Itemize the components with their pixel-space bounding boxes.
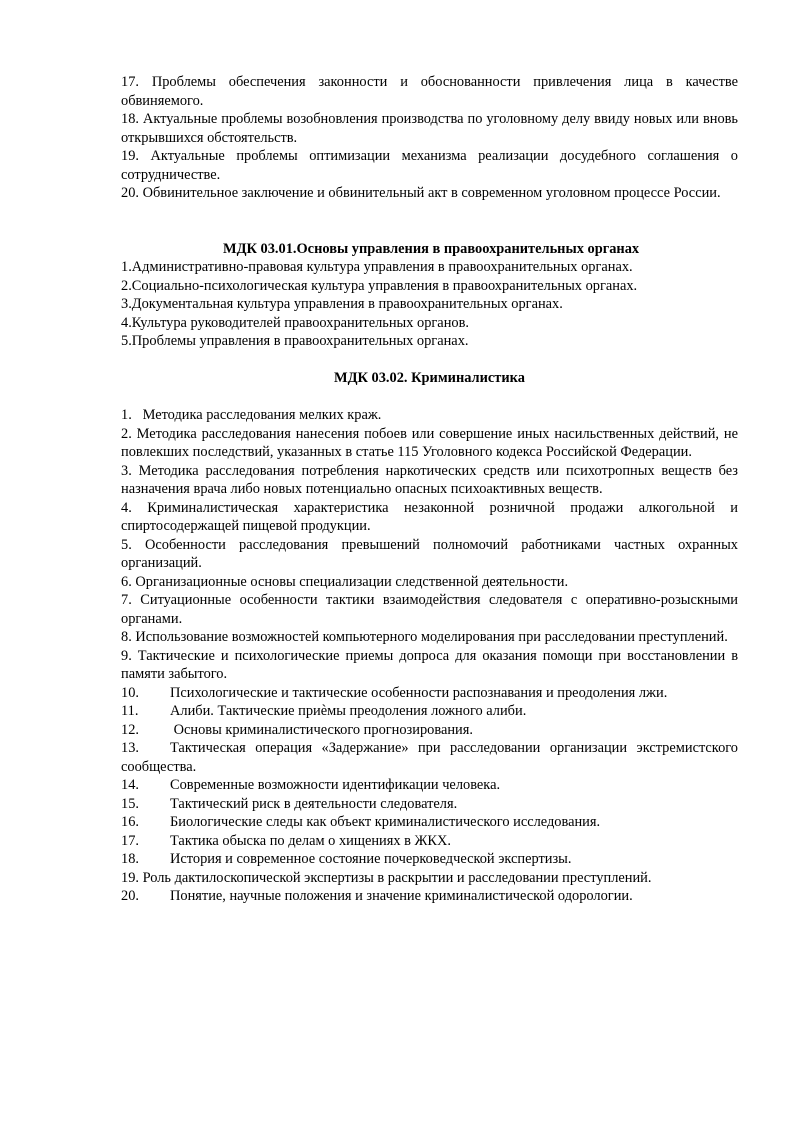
list-item: 3. Методика расследования потребления наркотических средств или психотропных веществ без назначения врача либо новых потенциально опасных психоактивных веществ. <box>121 462 738 497</box>
list-item: 19. Роль дактилоскопической экспертизы в раскрытии и расследовании преступлений. <box>121 869 652 886</box>
list-item <box>121 832 738 851</box>
list-item: 4.Культура руководителей правоохранительных органов. <box>121 314 469 331</box>
list-item: 2.Социально-психологическая культура управления в правоохранительных органах. <box>121 277 638 294</box>
list-item <box>121 684 738 703</box>
list-item-text: Алиби. Тактические приѐмы преодоления ложного алиби. <box>170 703 527 719</box>
list-item: 8. Использование возможностей компьютерного моделирования при расследовании преступлений. <box>121 629 728 645</box>
list-item-text: Понятие, научные положения и значение криминалистической одорологии. <box>170 888 633 904</box>
list-item: 3.Документальная культура управления в правоохранительных органах. <box>121 296 563 312</box>
list-item: 6. Организационные основы специализации следственной деятельности. <box>121 573 569 590</box>
spacer <box>121 388 738 407</box>
list-item: 1. Методика расследования мелких краж. <box>121 407 382 423</box>
list-item: 5.Проблемы управления в правоохранительных органах. <box>121 333 469 349</box>
section-heading-mdk-0302: МДК 03.02. Криминалистика <box>334 370 525 386</box>
section-heading-mdk-0301: МДК 03.01.Основы управления в правоохранительных органах <box>223 240 640 257</box>
list-item-number: 12. <box>121 721 139 738</box>
list-item-text: История и современное состояние почерковедческой экспертизы. <box>170 851 572 867</box>
list-item-number: 15. <box>121 795 139 812</box>
list-item-text: Психологические и тактические особенности распознавания и преодоления лжи. <box>170 684 668 701</box>
list-item-text: Биологические следы как объект криминалистического исследования. <box>170 814 601 830</box>
spacer <box>121 203 738 240</box>
list-item <box>121 795 738 814</box>
text-column <box>121 73 738 906</box>
list-item-number: 17. <box>121 832 139 849</box>
list-item <box>121 739 738 776</box>
list-item-number: 16. <box>121 814 139 830</box>
list-item: 9. Тактические и психологические приемы допроса для оказания помощи при восстановлении в памяти забытого. <box>121 647 738 682</box>
list-item <box>121 813 738 832</box>
list-item-number: 14. <box>121 777 139 793</box>
list-item <box>121 887 738 906</box>
list-item: 19. Актуальные проблемы оптимизации механизма реализации досудебного соглашения о сотрудничестве. <box>121 148 738 183</box>
list-item-text: Тактический риск в деятельности следователя. <box>170 795 458 812</box>
list-item: 20. Обвинительное заключение и обвинительный акт в современном уголовном процессе России. <box>121 185 721 201</box>
list-item: 1.Административно-правовая культура управления в правоохранительных органах. <box>121 259 633 275</box>
list-item-number: 13. <box>121 740 139 756</box>
list-item-number: 18. <box>121 851 139 867</box>
list-item-text: Современные возможности идентификации человека. <box>170 777 501 793</box>
list-item: 4. Криминалистическая характеристика незаконной розничной продажи алкогольной и спиртосодержащей пищевой продукции. <box>121 499 738 534</box>
list-item-number: 10. <box>121 684 139 701</box>
list-item <box>121 702 738 721</box>
list-item <box>121 721 738 740</box>
list-item <box>121 850 738 869</box>
list-item-text: Тактика обыска по делам о хищениях в ЖКХ. <box>170 832 452 849</box>
list-item-number: 20. <box>121 888 139 904</box>
list-item: 2. Методика расследования нанесения побоев или совершение иных насильственных действий, не повлекших последствий, указанных в статье 115 Уголовного кодекса Российской Федерации. <box>121 425 738 460</box>
list-item-text: Основы криминалистического прогнозирования. <box>170 721 473 738</box>
list-item-text: Тактическая операция «Задержание» при расследовании организации экстремистского сообщества. <box>121 740 738 775</box>
list-item: 17. Проблемы обеспечения законности и обоснованности привлечения лица в качестве обвиняемого. <box>121 74 738 109</box>
list-item: 7. Ситуационные особенности тактики взаимодействия следователя с оперативно-розыскными органами. <box>121 592 738 627</box>
list-item: 18. Актуальные проблемы возобновления производства по уголовному делу ввиду новых или вновь открывшихся обстоятельств. <box>121 111 738 146</box>
list-item-number: 11. <box>121 703 139 719</box>
spacer <box>121 351 738 370</box>
list-item <box>121 776 738 795</box>
list-item: 5. Особенности расследования превышений полномочий работниками частных охранных организаций. <box>121 536 738 571</box>
